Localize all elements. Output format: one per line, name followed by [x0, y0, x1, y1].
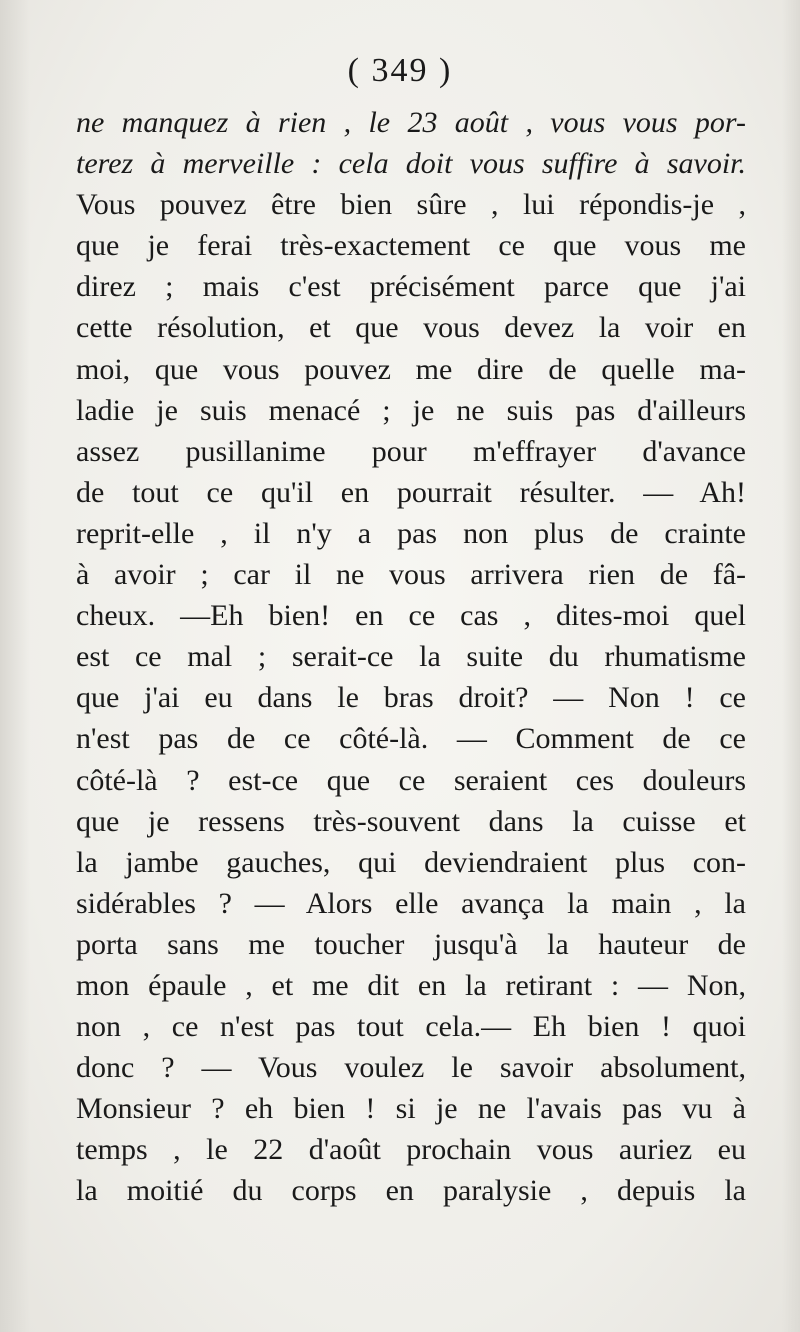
text-line: la jambe gauches, qui deviendraient plus con-	[76, 845, 746, 879]
body-text	[76, 102, 746, 1212]
text-line: Vous pouvez être bien sûre , lui répondis-je ,	[76, 188, 746, 222]
text-line: non , ce n'est pas tout cela.— Eh bien ! quoi	[76, 1010, 746, 1044]
text-line: donc ? — Vous voulez le savoir absolument,	[76, 1051, 746, 1085]
text-line: n'est pas de ce côté-là. — Comment de ce	[76, 722, 746, 756]
text-line: à avoir ; car il ne vous arrivera rien de fâ-	[76, 558, 746, 592]
text-line: ne manquez à rien , le 23 août , vous vous por-	[76, 106, 746, 139]
page-edge	[782, 0, 800, 1332]
text-line: que je ferai très-exactement ce que vous me	[76, 229, 746, 263]
text-line: la moitié du corps en paralysie , depuis la	[76, 1174, 746, 1208]
text-line: est ce mal ; serait-ce la suite du rhumatisme	[76, 640, 746, 674]
text-line: que je ressens très-souvent dans la cuisse et	[76, 804, 746, 838]
text-line: cheux. —Eh bien! en ce cas , dites-moi quel	[76, 599, 746, 633]
text-line: moi, que vous pouvez me dire de quelle ma-	[76, 352, 746, 386]
text-line: Monsieur ? eh bien ! si je ne l'avais pas vu à	[76, 1092, 746, 1126]
text-line: sidérables ? — Alors elle avança la main , la	[76, 886, 746, 920]
text-line: direz ; mais c'est précisément parce que j'ai	[76, 270, 746, 304]
gutter-shadow	[0, 0, 30, 1332]
text-line: mon épaule , et me dit en la retirant : — Non,	[76, 968, 746, 1002]
page-number: ( 349 )	[347, 52, 453, 89]
text-line: côté-là ? est-ce que ce seraient ces douleurs	[76, 763, 746, 797]
text-line: ladie je suis menacé ; je ne suis pas d'ailleurs	[76, 393, 746, 427]
text-line: assez pusillanime pour m'effrayer d'avance	[76, 434, 746, 468]
text-line: porta sans me toucher jusqu'à la hauteur de	[76, 927, 746, 961]
text-line: reprit-elle , il n'y a pas non plus de crainte	[76, 516, 746, 550]
text-line: temps , le 22 d'août prochain vous auriez eu	[76, 1133, 746, 1167]
text-line: de tout ce qu'il en pourrait résulter. — Ah!	[76, 475, 746, 509]
text-line: cette résolution, et que vous devez la voir en	[76, 311, 746, 345]
text-line: que j'ai eu dans le bras droit? — Non ! ce	[76, 681, 746, 715]
text-line: terez à merveille : cela doit vous suffire à savoir.	[76, 147, 746, 181]
